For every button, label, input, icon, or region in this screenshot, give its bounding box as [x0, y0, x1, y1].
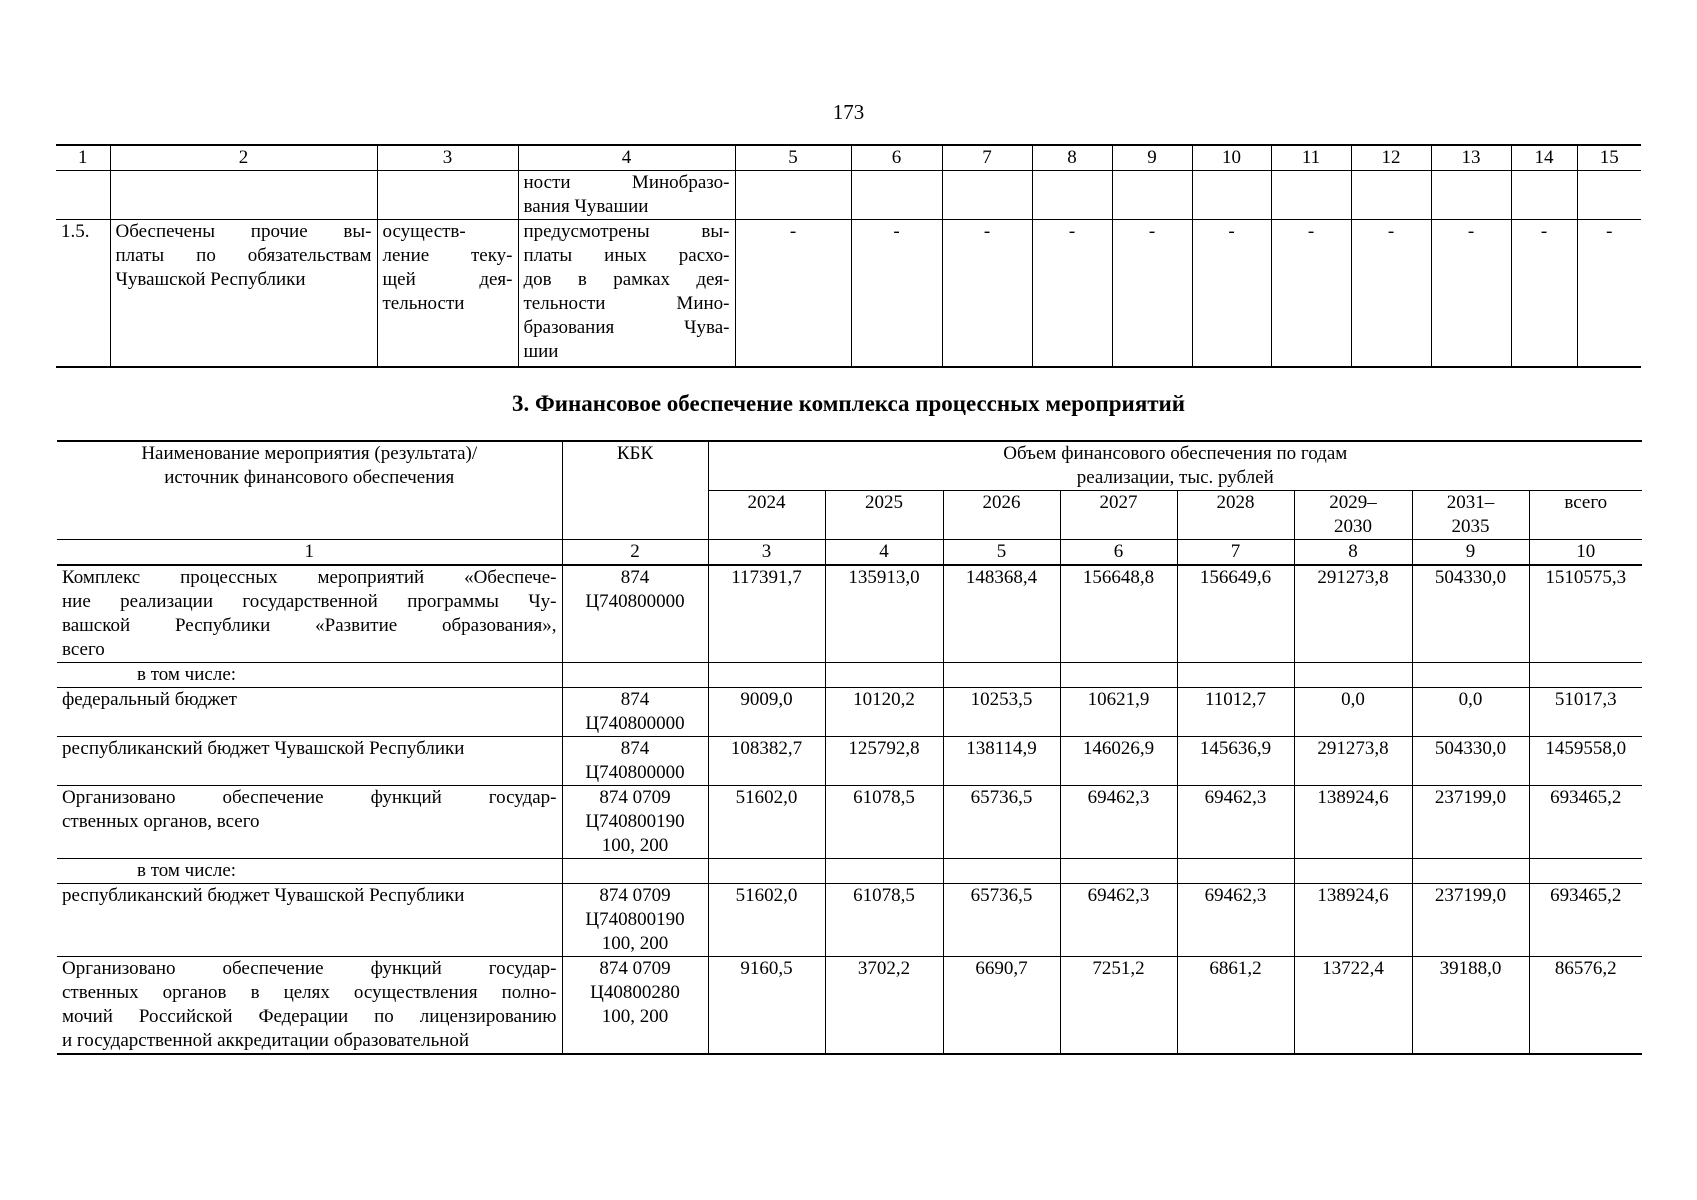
header-year: 2031– 2035: [1412, 491, 1529, 540]
column-number: 4: [518, 145, 735, 171]
cell-value: 0,0: [1294, 688, 1412, 737]
header-kbk: КБК: [562, 441, 708, 540]
column-number: 7: [942, 145, 1032, 171]
cell-kbk: [562, 957, 708, 1055]
cell-value: 69462,3: [1177, 884, 1294, 957]
cell-value: -: [1351, 220, 1431, 367]
cell-name: [57, 737, 562, 786]
text-line: 874 0709: [599, 787, 671, 808]
cell-value: 61078,5: [825, 786, 943, 859]
header-volume: [708, 441, 1642, 491]
text-line: реализации, тыс. рублей: [1076, 467, 1274, 488]
column-number: 9: [1112, 145, 1192, 171]
cell-value: 39188,0: [1412, 957, 1529, 1055]
text-line: 100, 200: [601, 835, 669, 856]
column-number: 14: [1511, 145, 1577, 171]
table-row: [57, 884, 1642, 957]
table-header-row: [57, 540, 1642, 566]
cell-value: 237199,0: [1412, 884, 1529, 957]
cell-value: 146026,9: [1060, 737, 1177, 786]
cell-value: 156648,8: [1060, 565, 1177, 663]
cell-value: 148368,4: [943, 565, 1060, 663]
table-row: [57, 565, 1642, 663]
text-line: Ц740800000: [585, 713, 685, 734]
header-year: 2025: [825, 491, 943, 540]
text-line: федеральный бюджет: [62, 689, 237, 710]
column-number: 6: [851, 145, 942, 171]
text-line: Чувашской Республики: [115, 269, 306, 290]
text-line: тельности: [382, 293, 465, 314]
table-row: [57, 688, 1642, 737]
cell-task: [110, 220, 377, 367]
text-line: предусмотрены вы-: [523, 221, 730, 242]
cell-value: 138924,6: [1294, 884, 1412, 957]
text-line: ственных органов в целях осуществления полно-: [62, 982, 557, 1003]
objectives-table: [56, 144, 1641, 368]
cell-value: 1510575,3: [1529, 565, 1642, 663]
cell-value: 145636,9: [1177, 737, 1294, 786]
header-year: всего: [1529, 491, 1642, 540]
text-line: 874 0709: [599, 958, 671, 979]
table-row: [57, 663, 1642, 688]
cell-value: 51602,0: [708, 884, 825, 957]
text-line: дов в рамках дея-: [523, 269, 730, 290]
cell-value: 65736,5: [943, 884, 1060, 957]
text-line: Организовано обеспечение функций государ-: [62, 958, 557, 979]
cell-value: 6861,2: [1177, 957, 1294, 1055]
cell-value: -: [1192, 220, 1271, 367]
text-line: Ц740800190: [585, 811, 685, 832]
cell-kbk: [562, 565, 708, 663]
column-number: 10: [1529, 540, 1642, 566]
cell-value: 11012,7: [1177, 688, 1294, 737]
text-line: платы иных расхо-: [523, 245, 730, 266]
cell-value: 108382,7: [708, 737, 825, 786]
cell-description: [518, 220, 735, 367]
text-line: ственных органов, всего: [62, 811, 260, 832]
column-number: 2: [562, 540, 708, 566]
cell-kbk: [562, 737, 708, 786]
cell-kbk: [562, 884, 708, 957]
cell-name: [57, 884, 562, 957]
cell-value: 69462,3: [1177, 786, 1294, 859]
cell-value: 291273,8: [1294, 737, 1412, 786]
cell-value: -: [735, 220, 851, 367]
text-line: и государственной аккредитации образовательной: [62, 1030, 470, 1051]
cell-value: 65736,5: [943, 786, 1060, 859]
text-line: всего: [62, 639, 105, 660]
text-line: ние реализации государственной программы Чу-: [62, 591, 557, 612]
cell-description: [518, 171, 735, 220]
text-line: республиканский бюджет Чувашской Республики: [62, 738, 465, 759]
text-line: Ц740800190: [585, 909, 685, 930]
text-line: бразования Чува-: [523, 317, 730, 338]
page-number: 173: [832, 100, 865, 124]
text-line: тельности Мино-: [523, 293, 730, 314]
cell-value: 9009,0: [708, 688, 825, 737]
header-year: 2026: [943, 491, 1060, 540]
column-number: 3: [377, 145, 518, 171]
table-header-row: [56, 145, 1641, 171]
column-number: 4: [825, 540, 943, 566]
text-line: 874: [620, 738, 650, 759]
text-line: осуществ-: [382, 221, 466, 242]
column-number: 15: [1577, 145, 1641, 171]
cell-value: 10120,2: [825, 688, 943, 737]
cell-value: 13722,4: [1294, 957, 1412, 1055]
cell-value: -: [1032, 220, 1112, 367]
financing-table: [57, 440, 1642, 1055]
cell-value: 504330,0: [1412, 565, 1529, 663]
cell-value: -: [851, 220, 942, 367]
table-header-row: [57, 441, 1642, 491]
cell-value: -: [1431, 220, 1511, 367]
text-line: Объем финансового обеспечения по годам: [1003, 443, 1348, 464]
cell-value: 504330,0: [1412, 737, 1529, 786]
text-line: шии: [523, 341, 559, 362]
cell-value: 10621,9: [1060, 688, 1177, 737]
text-line: вашской Республики «Развитие образования»,: [62, 615, 557, 636]
text-line: Наименование мероприятия (результата)/: [141, 443, 478, 464]
table-row: [57, 957, 1642, 1055]
header-name: [57, 441, 562, 540]
cell-value: -: [942, 220, 1032, 367]
text-line: 874 0709: [599, 885, 671, 906]
column-number: 10: [1192, 145, 1271, 171]
text-line: Обеспечены прочие вы-: [115, 221, 372, 242]
cell-value: 156649,6: [1177, 565, 1294, 663]
cell-name: [57, 957, 562, 1055]
cell-value: 125792,8: [825, 737, 943, 786]
text-line: 874: [620, 567, 650, 588]
section-title: 3. Финансовое обеспечение комплекса процессных мероприятий: [511, 391, 1186, 416]
text-line: республиканский бюджет Чувашской Республики: [62, 885, 465, 906]
text-line: источник финансового обеспечения: [164, 467, 455, 488]
header-year: 2024: [708, 491, 825, 540]
cell-value: -: [1577, 220, 1641, 367]
cell-value: 10253,5: [943, 688, 1060, 737]
column-number: 13: [1431, 145, 1511, 171]
cell-value: 117391,7: [708, 565, 825, 663]
column-number: 7: [1177, 540, 1294, 566]
table-row: [57, 786, 1642, 859]
cell-value: 51602,0: [708, 786, 825, 859]
text-line: 100, 200: [601, 1006, 669, 1027]
cell-name: [57, 688, 562, 737]
column-number: 2: [110, 145, 377, 171]
cell-value: 3702,2: [825, 957, 943, 1055]
cell-value: 69462,3: [1060, 786, 1177, 859]
text-line: Ц40800280: [590, 982, 680, 1003]
cell-value: 0,0: [1412, 688, 1529, 737]
column-number: 1: [57, 540, 562, 566]
cell-value: 135913,0: [825, 565, 943, 663]
cell-name: [57, 565, 562, 663]
text-line: ности Минобразо-: [523, 172, 730, 193]
text-line: Комплекс процессных мероприятий «Обеспече-: [62, 567, 557, 588]
text-line: вания Чувашии: [523, 196, 649, 217]
text-line: Ц740800000: [585, 591, 685, 612]
text-line: Организовано обеспечение функций государ-: [62, 787, 557, 808]
cell-value: 61078,5: [825, 884, 943, 957]
cell-kbk: [562, 688, 708, 737]
cell-value: 1459558,0: [1529, 737, 1642, 786]
text-line: мочий Российской Федерации по лицензированию: [62, 1006, 557, 1027]
header-year: 2029– 2030: [1294, 491, 1412, 540]
subheading-cell: в том числе:: [57, 859, 562, 884]
column-number: 12: [1351, 145, 1431, 171]
text-line: Ц740800000: [585, 762, 685, 783]
header-year: 2028: [1177, 491, 1294, 540]
cell-name: [57, 786, 562, 859]
cell-value: 86576,2: [1529, 957, 1642, 1055]
column-number: 8: [1294, 540, 1412, 566]
column-number: 8: [1032, 145, 1112, 171]
column-number: 1: [56, 145, 110, 171]
text-line: 874: [620, 689, 650, 710]
cell-value: -: [1511, 220, 1577, 367]
column-number: 11: [1271, 145, 1351, 171]
text-line: платы по обязательствам: [115, 245, 372, 266]
column-number: 6: [1060, 540, 1177, 566]
subheading-cell: в том числе:: [57, 663, 562, 688]
cell-value: 138924,6: [1294, 786, 1412, 859]
column-number: 5: [735, 145, 851, 171]
cell-value: 138114,9: [943, 737, 1060, 786]
column-number: 5: [943, 540, 1060, 566]
text-line: 100, 200: [601, 933, 669, 954]
column-number: 9: [1412, 540, 1529, 566]
header-year: 2027: [1060, 491, 1177, 540]
row-number: 1.5.: [56, 220, 110, 367]
cell-value: 69462,3: [1060, 884, 1177, 957]
table-row: [56, 171, 1641, 220]
cell-value: 6690,7: [943, 957, 1060, 1055]
cell-value: 237199,0: [1412, 786, 1529, 859]
cell-kbk: [562, 786, 708, 859]
column-number: 3: [708, 540, 825, 566]
cell-value: 51017,3: [1529, 688, 1642, 737]
text-line: щей дея-: [382, 269, 513, 290]
cell-value: 291273,8: [1294, 565, 1412, 663]
cell-value: 693465,2: [1529, 786, 1642, 859]
text-line: ление теку-: [382, 245, 513, 266]
cell-value: 693465,2: [1529, 884, 1642, 957]
cell-value: 9160,5: [708, 957, 825, 1055]
table-row: [57, 859, 1642, 884]
table-row: [56, 220, 1641, 367]
cell-type: [377, 220, 518, 367]
cell-value: -: [1112, 220, 1192, 367]
cell-value: 7251,2: [1060, 957, 1177, 1055]
cell-value: -: [1271, 220, 1351, 367]
table-row: [57, 737, 1642, 786]
